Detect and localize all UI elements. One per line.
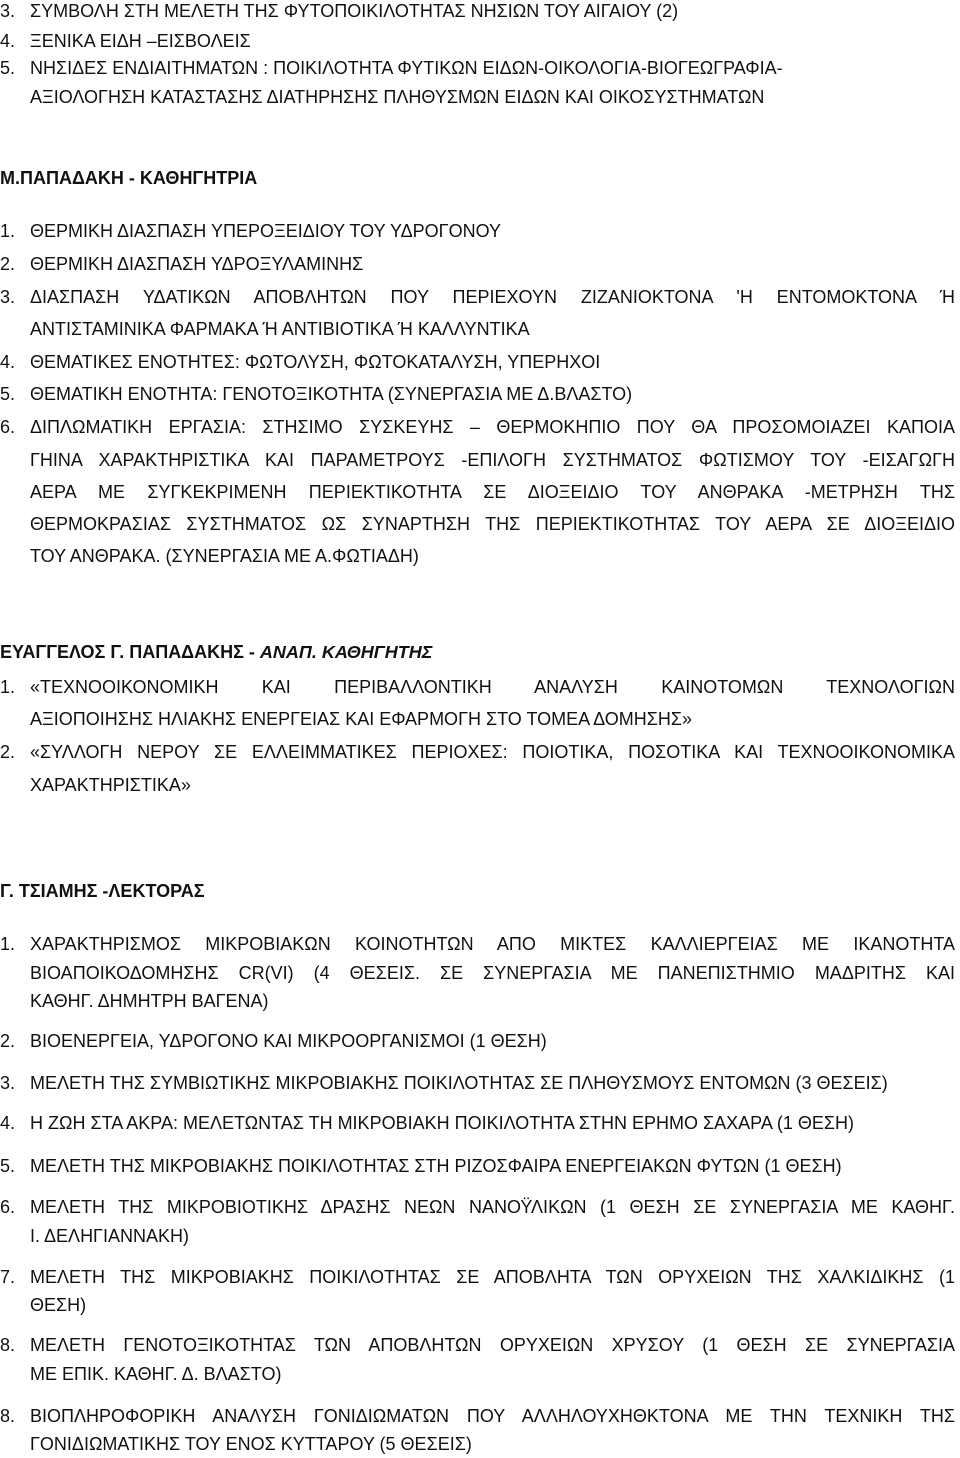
list-item-text: Η ΖΩΗ ΣΤΑ ΑΚΡΑ: ΜΕΛΕΤΩΝΤΑΣ ΤΗ ΜΙΚΡΟΒΙΑΚΗ ΠΟΙΚΙΛΟΤΗΤΑ ΣΤΗΝ ΕΡΗΜΟ ΣΑΧΑΡΑ (1 ΘΕΣΗ) <box>30 1113 855 1133</box>
list-item-text: ΜΕΛΕΤΗ ΓΕΝΟΤΟΞΙΚΟΤΗΤΑΣ ΤΩΝ ΑΠΟΒΛΗΤΩΝ ΟΡΥΧΕΙΩΝ ΧΡΥΣΟΥ (1 ΘΕΣΗ ΣΕ ΣΥΝΕΡΓΑΣΙΑ <box>30 1335 955 1355</box>
list-item-number: 3. <box>0 1073 16 1093</box>
section-heading-tsiamis: Γ. ΤΣΙΑΜΗΣ -ΛΕΚΤΟΡΑΣ <box>0 881 205 901</box>
list-item-number: 1. <box>0 221 16 241</box>
list-item-text: Ι. ΔΕΛΗΓΙΑΝΝΑΚΗ) <box>30 1226 189 1246</box>
list-item-text: ΘΕΣΗ) <box>30 1295 87 1315</box>
list-item-text: ΝΗΣΙΔΕΣ ΕΝΔΙΑΙΤΗΜΑΤΩΝ : ΠΟΙΚΙΛΟΤΗΤΑ ΦΥΤΙΚΩΝ ΕΙΔΩΝ-ΟΙΚΟΛΟΓΙΑ-ΒΙΟΓΕΩΓΡΑΦΙΑ- <box>30 58 783 78</box>
list-item-number: 8. <box>0 1406 16 1426</box>
list-item-text: ΒΙΟΑΠΟΙΚΟΔΟΜΗΣΗΣ CR(VI) (4 ΘΕΣΕΙΣ. ΣΕ ΣΥΝΕΡΓΑΣΙΑ ΜΕ ΠΑΝΕΠΙΣΤΗΜΙΟ ΜΑΔΡΙΤΗΣ ΚΑΙ <box>30 963 955 983</box>
list-item-number: 1. <box>0 677 16 697</box>
list-item-number: 1. <box>0 934 16 954</box>
list-item-text: ΔΙΑΣΠΑΣΗ ΥΔΑΤΙΚΩΝ ΑΠΟΒΛΗΤΩΝ ΠΟΥ ΠΕΡΙΕΧΟΥΝ ΖΙΖΑΝΙΟΚΤΟΝΑ 'Η ΕΝΤΟΜΟΚΤΟΝΑ Ή <box>30 287 955 307</box>
list-item-number: 2. <box>0 742 16 762</box>
list-item-text: ΜΕΛΕΤΗ ΤΗΣ ΜΙΚΡΟΒΙΑΚΗΣ ΠΟΙΚΙΛΟΤΗΤΑΣ ΣΤΗ ΡΙΖΟΣΦΑΙΡΑ ΕΝΕΡΓΕΙΑΚΩΝ ΦΥΤΩΝ (1 ΘΕΣΗ) <box>30 1156 842 1176</box>
list-item-number: 4. <box>0 352 16 372</box>
list-item-number: 6. <box>0 417 16 437</box>
list-item-text: ΓΗΙΝΑ ΧΑΡΑΚΤΗΡΙΣΤΙΚΑ ΚΑΙ ΠΑΡΑΜΕΤΡΟΥΣ -ΕΠΙΛΟΓΗ ΣΥΣΤΗΜΑΤΟΣ ΦΩΤΙΣΜΟΥ ΤΟΥ -ΕΙΣΑΓΩΓΗ <box>30 450 955 470</box>
list-item-number: 4. <box>0 31 16 51</box>
list-item-text: ΜΕ ΕΠΙΚ. ΚΑΘΗΓ. Δ. ΒΛΑΣΤΟ) <box>30 1364 282 1384</box>
list-item-text: ΜΕΛΕΤΗ ΤΗΣ ΣΥΜΒΙΩΤΙΚΗΣ ΜΙΚΡΟΒΙΑΚΗΣ ΠΟΙΚΙΛΟΤΗΤΑΣ ΣΕ ΠΛΗΘΥΣΜΟΥΣ ΕΝΤΟΜΩΝ (3 ΘΕΣΕΙΣ) <box>30 1073 888 1093</box>
section-heading-papadaki: Μ.ΠΑΠΑΔΑΚΗ - ΚΑΘΗΓΗΤΡΙΑ <box>0 168 258 188</box>
list-item-text: ΧΑΡΑΚΤΗΡΙΣΜΟΣ ΜΙΚΡΟΒΙΑΚΩΝ ΚΟΙΝΟΤΗΤΩΝ ΑΠΟ ΜΙΚΤΕΣ ΚΑΛΛΙΕΡΓΕΙΑΣ ΜΕ ΙΚΑΝΟΤΗΤΑ <box>30 934 955 954</box>
list-item-number: 6. <box>0 1197 16 1217</box>
list-item-text: ΓΟΝΙΔΙΩΜΑΤΙΚΗΣ ΤΟΥ ΕΝΟΣ ΚΥΤΤΑΡΟΥ (5 ΘΕΣΕΙΣ) <box>30 1434 472 1454</box>
list-item-number: 8. <box>0 1335 16 1355</box>
list-item-text: ΑΞΙΟΛΟΓΗΣΗ ΚΑΤΑΣΤΑΣΗΣ ΔΙΑΤΗΡΗΣΗΣ ΠΛΗΘΥΣΜΩΝ ΕΙΔΩΝ ΚΑΙ ΟΙΚΟΣΥΣΤΗΜΑΤΩΝ <box>30 87 765 107</box>
list-item-number: 7. <box>0 1267 16 1287</box>
list-item-number: 4. <box>0 1113 16 1133</box>
list-item-text: ΘΕΜΑΤΙΚΗ ΕΝΟΤΗΤΑ: ΓΕΝΟΤΟΞΙΚΟΤΗΤΑ (ΣΥΝΕΡΓΑΣΙΑ ΜΕ Δ.ΒΛΑΣΤΟ) <box>30 384 633 404</box>
heading-name: ΕΥΑΓΓΕΛΟΣ Γ. ΠΑΠΑΔΑΚΗΣ - <box>0 642 260 662</box>
list-item-number: 2. <box>0 1031 16 1051</box>
list-item-text: ΘΕΡΜΟΚΡΑΣΙΑΣ ΣΥΣΤΗΜΑΤΟΣ ΩΣ ΣΥΝΑΡΤΗΣΗ ΤΗΣ ΠΕΡΙΕΚΤΙΚΟΤΗΤΑΣ ΤΟΥ ΑΕΡΑ ΣΕ ΔΙΟΞΕΙΔΙΟ <box>30 514 955 534</box>
list-item-text: «ΣΥΛΛΟΓΗ ΝΕΡΟΥ ΣΕ ΕΛΛΕΙΜΜΑΤΙΚΕΣ ΠΕΡΙΟΧΕΣ: ΠΟΙΟΤΙΚΑ, ΠΟΣΟΤΙΚΑ ΚΑΙ ΤΕΧΝΟΟΙΚΟΝΟΜΙΚΑ <box>30 742 955 762</box>
list-item-text: ΑΝΤΙΣΤΑΜΙΝΙΚΑ ΦΑΡΜΑΚΑ Ή ΑΝΤΙΒΙΟΤΙΚΑ Ή ΚΑΛΛΥΝΤΙΚΑ <box>30 319 530 339</box>
list-item-text: ΘΕΡΜΙΚΗ ΔΙΑΣΠΑΣΗ ΥΠΕΡΟΞΕΙΔΙΟΥ ΤΟΥ ΥΔΡΟΓΟΝΟΥ <box>30 221 501 241</box>
list-item-number: 5. <box>0 58 16 78</box>
list-item-text: ΜΕΛΕΤΗ ΤΗΣ ΜΙΚΡΟΒΙΑΚΗΣ ΠΟΙΚΙΛΟΤΗΤΑΣ ΣΕ ΑΠΟΒΛΗΤΑ ΤΩΝ ΟΡΥΧΕΙΩΝ ΤΗΣ ΧΑΛΚΙΔΙΚΗΣ (1 <box>30 1267 955 1287</box>
list-item-text: ΔΙΠΛΩΜΑΤΙΚΗ ΕΡΓΑΣΙΑ: ΣΤΗΣΙΜΟ ΣΥΣΚΕΥΗΣ – ΘΕΡΜΟΚΗΠΙΟ ΠΟΥ ΘΑ ΠΡΟΣΟΜΟΙΑΖΕΙ ΚΑΠΟΙΑ <box>30 417 955 437</box>
list-item-text: ΧΑΡΑΚΤΗΡΙΣΤΙΚΑ» <box>30 775 191 795</box>
list-item-text: ΚΑΘΗΓ. ΔΗΜΗΤΡΗ ΒΑΓΕΝΑ) <box>30 991 269 1011</box>
list-item-number: 5. <box>0 384 16 404</box>
list-item-text: ΘΕΜΑΤΙΚΕΣ ΕΝΟΤΗΤΕΣ: ΦΩΤΟΛΥΣΗ, ΦΩΤΟΚΑΤΑΛΥΣΗ, ΥΠΕΡΗΧΟΙ <box>30 352 601 372</box>
list-item-text: ΜΕΛΕΤΗ ΤΗΣ ΜΙΚΡΟΒΙΟΤΙΚΗΣ ΔΡΑΣΗΣ ΝΕΩΝ ΝΑΝΟΫΛΙΚΩΝ (1 ΘΕΣΗ ΣΕ ΣΥΝΕΡΓΑΣΙΑ ΜΕ ΚΑΘΗΓ. <box>30 1197 955 1217</box>
list-item-number: 3. <box>0 1 16 21</box>
list-item-number: 5. <box>0 1156 16 1176</box>
heading-title: ΑΝΑΠ. ΚΑΘΗΓΗΤΗΣ <box>259 642 433 662</box>
section-heading-evaggelos <box>0 642 432 663</box>
list-item-text: ΘΕΡΜΙΚΗ ΔΙΑΣΠΑΣΗ ΥΔΡΟΞΥΛΑΜΙΝΗΣ <box>30 254 364 274</box>
list-item-text: «ΤΕΧΝΟΟΙΚΟΝΟΜΙΚΗ ΚΑΙ ΠΕΡΙΒΑΛΛΟΝΤΙΚΗ ΑΝΑΛΥΣΗ ΚΑΙΝΟΤΟΜΩΝ ΤΕΧΝΟΛΟΓΙΩΝ <box>30 677 955 697</box>
list-item-text: ΤΟΥ ΑΝΘΡΑΚΑ. (ΣΥΝΕΡΓΑΣΙΑ ΜΕ Α.ΦΩΤΙΑΔΗ) <box>30 546 419 566</box>
list-item-number: 3. <box>0 287 16 307</box>
list-item-text: ΞΕΝΙΚΑ ΕΙΔΗ –ΕΙΣΒΟΛΕΙΣ <box>30 31 251 51</box>
list-item-text: ΒΙΟΠΛΗΡΟΦΟΡΙΚΗ ΑΝΑΛΥΣΗ ΓΟΝΙΔΙΩΜΑΤΩΝ ΠΟΥ ΑΛΛΗΛΟΥΧΗΘΚΤΟΝΑ ΜΕ ΤΗΝ ΤΕΧΝΙΚΗ ΤΗΣ <box>30 1406 955 1426</box>
list-item-text: ΒΙΟΕΝΕΡΓΕΙΑ, ΥΔΡΟΓΟΝΟ ΚΑΙ ΜΙΚΡΟΟΡΓΑΝΙΣΜΟΙ (1 ΘΕΣΗ) <box>30 1031 547 1051</box>
list-item-text: ΣΥΜΒΟΛΗ ΣΤΗ ΜΕΛΕΤΗ ΤΗΣ ΦΥΤΟΠΟΙΚΙΛΟΤΗΤΑΣ ΝΗΣΙΩΝ ΤΟΥ ΑΙΓΑΙΟΥ (2) <box>30 1 679 21</box>
list-item-number: 2. <box>0 254 16 274</box>
list-item-text: ΑΞΙΟΠΟΙΗΣΗΣ ΗΛΙΑΚΗΣ ΕΝΕΡΓΕΙΑΣ ΚΑΙ ΕΦΑΡΜΟΓΗ ΣΤΟ ΤΟΜΕΑ ΔΟΜΗΣΗΣ» <box>30 709 693 729</box>
list-item-text: ΑΕΡΑ ΜΕ ΣΥΓΚΕΚΡΙΜΕΝΗ ΠΕΡΙΕΚΤΙΚΟΤΗΤΑ ΣΕ ΔΙΟΞΕΙΔΙΟ ΤΟΥ ΑΝΘΡΑΚΑ -ΜΕΤΡΗΣΗ ΤΗΣ <box>30 482 955 502</box>
